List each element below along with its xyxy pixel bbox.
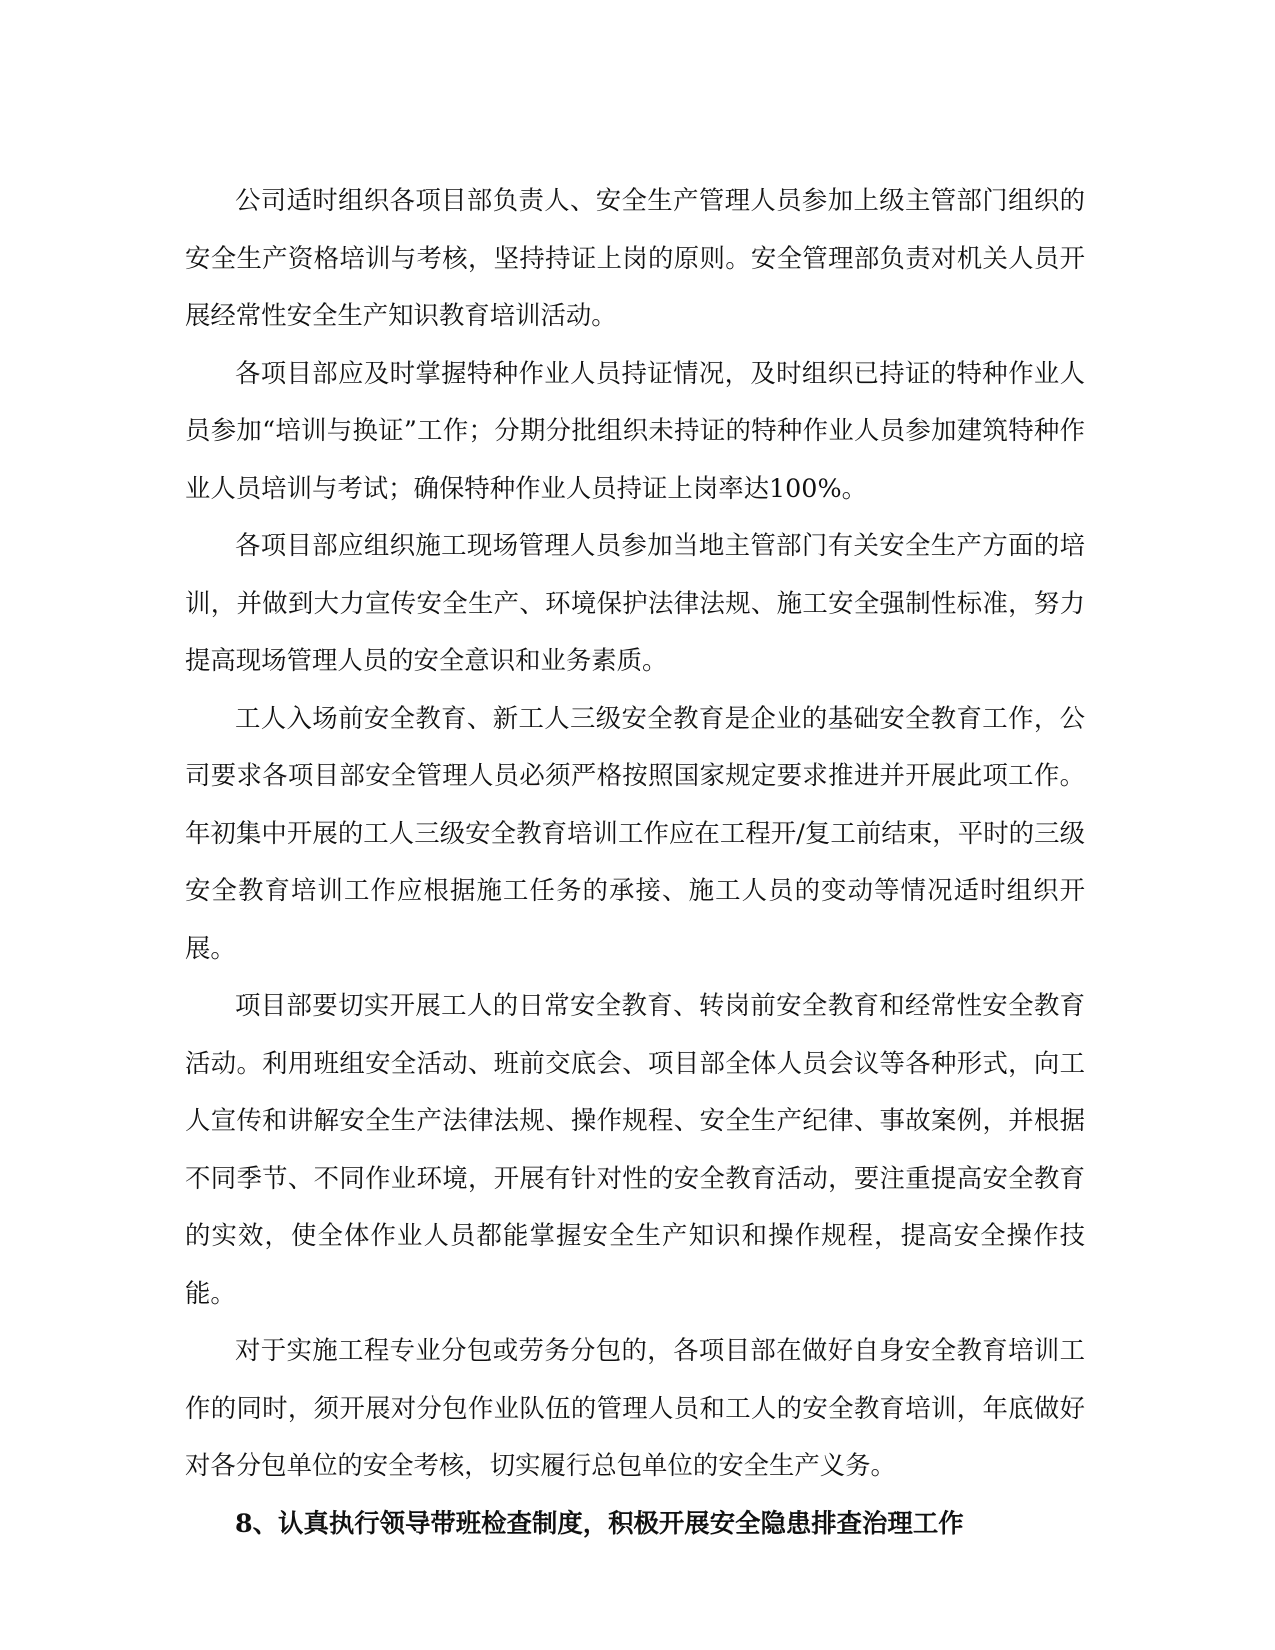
paragraph-special-operators: 各项目部应及时掌握特种作业人员持证情况，及时组织已持证的特种作业人员参加“培训与换证”工作；分期分批组织未持证的特种作业人员参加建筑特种作业人员培训与考试；确保特种作业人员持证上岗率达100%。 [185, 357, 1085, 503]
document-body [185, 172, 1085, 1552]
section-heading: 8、认真执行领导带班检查制度，积极开展安全隐患排查治理工作 [235, 1507, 964, 1538]
paragraph-site-managers: 各项目部应组织施工现场管理人员参加当地主管部门有关安全生产方面的培训，并做到大力宣传安全生产、环境保护法律法规、施工安全强制性标准，努力提高现场管理人员的安全意识和业务素质。 [185, 530, 1085, 675]
paragraph-daily-education: 项目部要切实开展工人的日常安全教育、转岗前安全教育和经常性安全教育活动。利用班组安全活动、班前交底会、项目部全体人员会议等各种形式，向工人宣传和讲解安全生产法律法规、操作规程、安全生产纪律、事故案例，并根据不同季节、不同作业环境，开展有针对性的安全教育活动，要注重提高安全教育的实效，使全体作业人员都能掌握安全生产知识和操作规程，提高安全操作技能。 [185, 990, 1085, 1308]
paragraph-qualification-training: 公司适时组织各项目部负责人、安全生产管理人员参加上级主管部门组织的安全生产资格培训与考核，坚持持证上岗的原则。安全管理部负责对机关人员开展经常性安全生产知识教育培训活动。 [185, 185, 1085, 330]
paragraph-three-level-education: 工人入场前安全教育、新工人三级安全教育是企业的基础安全教育工作，公司要求各项目部安全管理人员必须严格按照国家规定要求推进并开展此项工作。年初集中开展的工人三级安全教育培训工作应在工程开/复工前结束，平时的三级安全教育培训工作应根据施工任务的承接、施工人员的变动等情况适时组织开展。 [185, 702, 1085, 963]
paragraph-subcontractor-training: 对于实施工程专业分包或劳务分包的，各项目部在做好自身安全教育培训工作的同时，须开展对分包作业队伍的管理人员和工人的安全教育培训，年底做好对各分包单位的安全考核，切实履行总包单位的安全生产义务。 [185, 1335, 1085, 1480]
